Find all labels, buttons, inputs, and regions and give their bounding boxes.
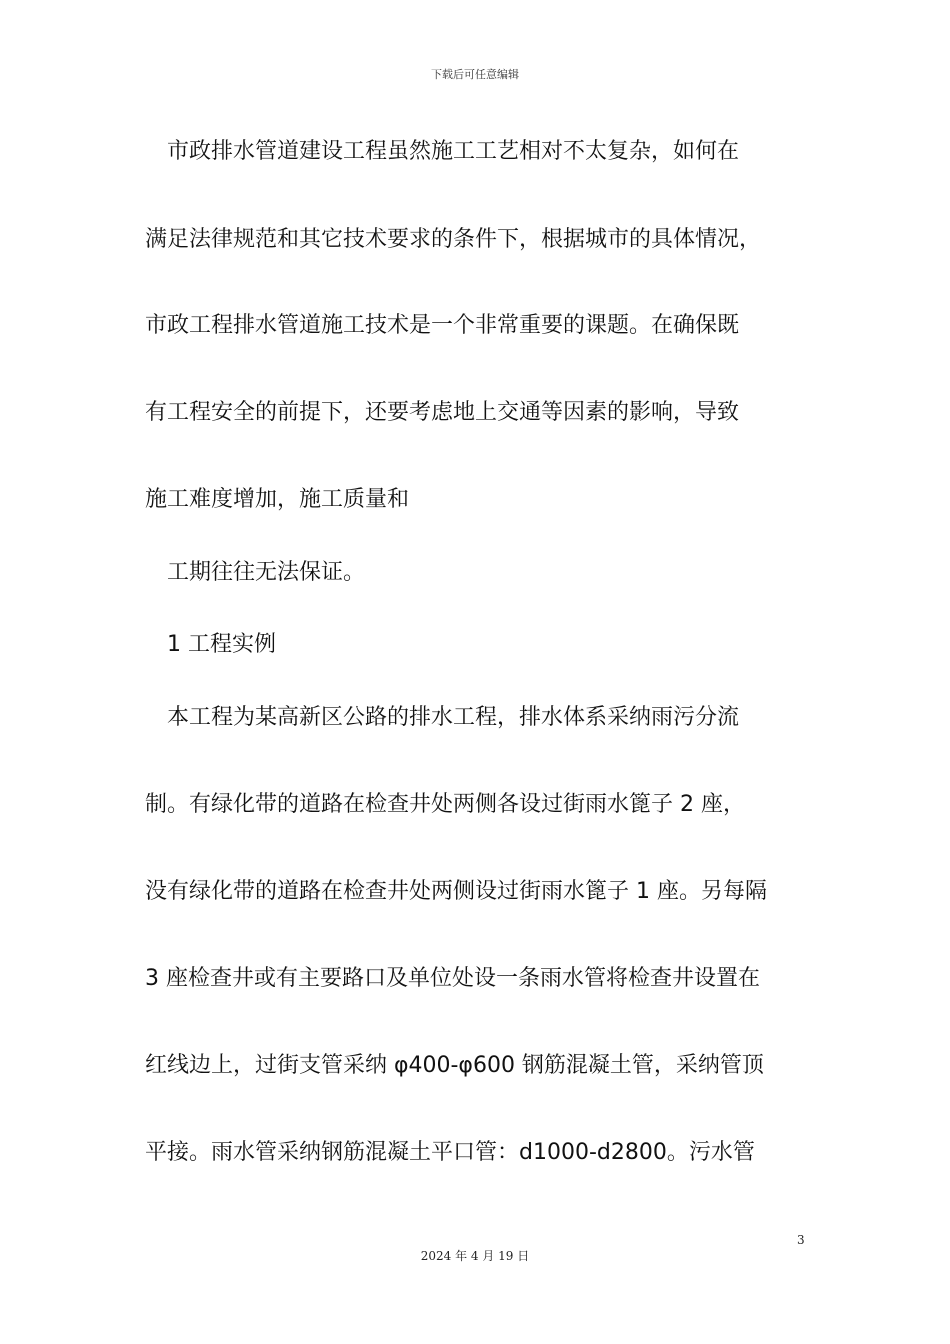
text-line: 市政排水管道建设工程虽然施工工艺相对不太复杂，如何在 [167,139,740,164]
text-line: 施工难度增加，施工质量和 [145,487,410,512]
text-line: 制。有绿化带的道路在检查井处两侧各设过街雨水篦子 2 座， [145,792,745,817]
text-line: 有工程安全的前提下，还要考虑地上交通等因素的影响，导致 [145,400,740,425]
footer-date: 2024 年 4 月 19 日 [420,1249,530,1263]
text-line: 满足法律规范和其它技术要求的条件下，根据城市的具体情况， [145,227,762,252]
text-line: 3 座检查井或有主要路口及单位处设一条雨水管将检查井设置在 [145,966,760,991]
text-line: 工期往往无法保证。 [167,560,366,585]
text-line: 没有绿化带的道路在检查井处两侧设过街雨水篦子 1 座。另每隔 [145,879,767,904]
section-heading: 1 工程实例 [167,632,276,657]
page-header: 下载后可任意编辑 [431,68,519,81]
text-line: 红线边上，过街支管采纳 φ400-φ600 钢筋混凝土管，采纳管顶 [145,1053,764,1078]
text-line: 本工程为某高新区公路的排水工程，排水体系采纳雨污分流 [167,705,740,730]
text-line: 市政工程排水管道施工技术是一个非常重要的课题。在确保既 [145,313,740,338]
text-line: 平接。雨水管采纳钢筋混凝土平口管：d1000-d2800。污水管 [145,1140,755,1165]
page-number: 3 [797,1233,805,1247]
